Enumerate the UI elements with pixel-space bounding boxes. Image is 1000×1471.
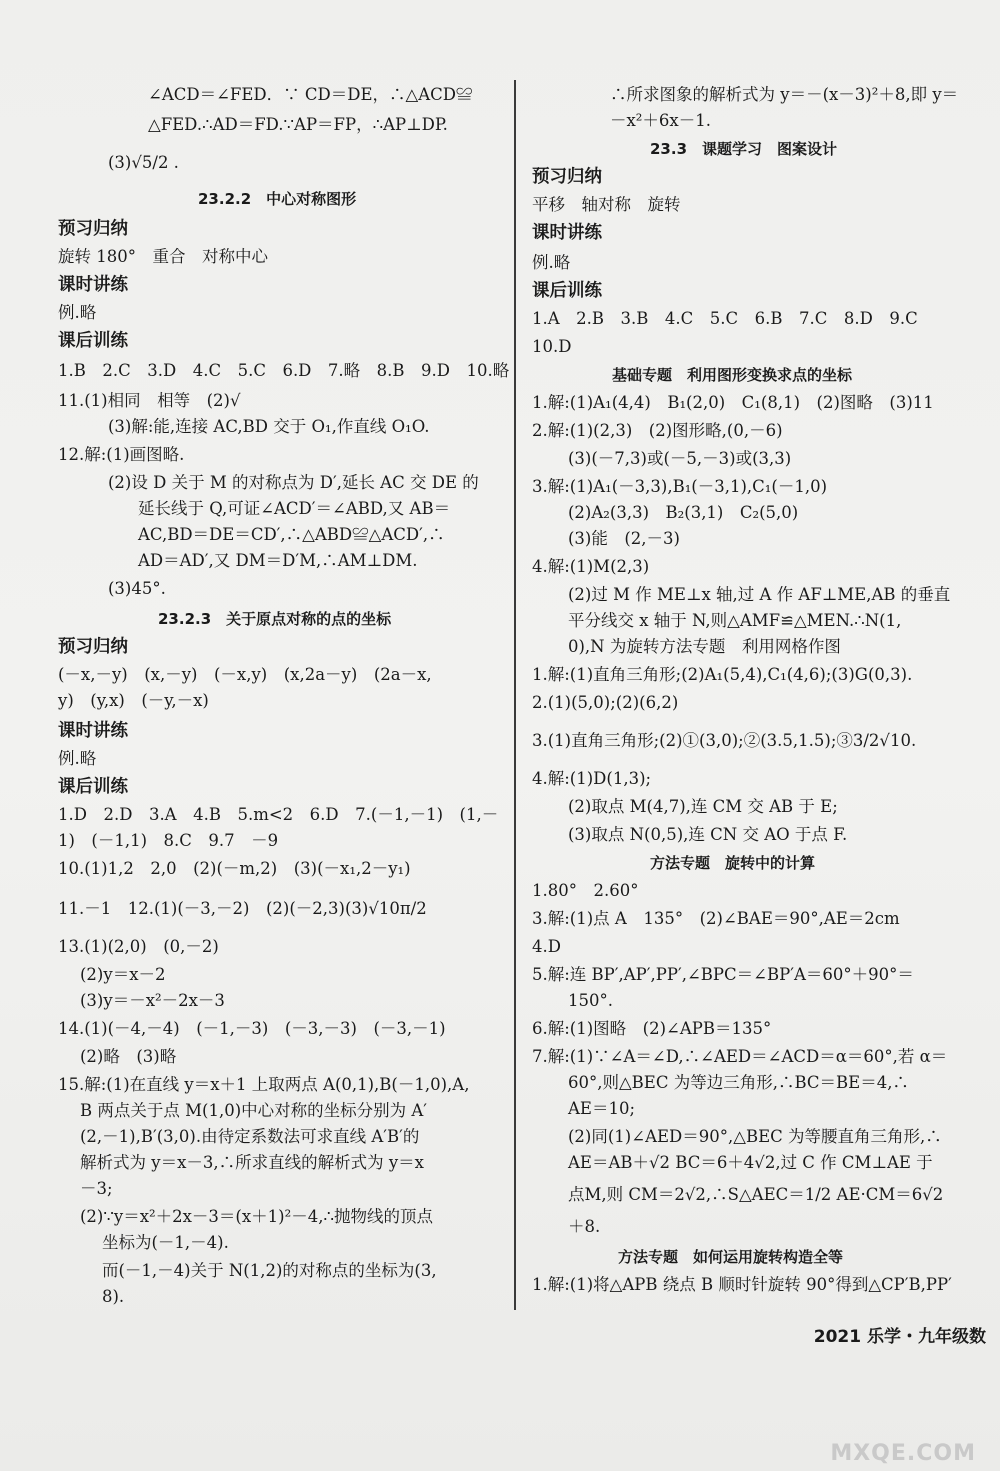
answer-line: 10.(1)1,2 2,0 (2)(－m,2) (3)(－x₁,2－y₁): [58, 859, 411, 878]
answer-line: 3.(1)直角三角形;(2)①(3,0);②(3.5,1.5);③3/2√10.: [532, 731, 917, 750]
answer-line: (3)45°.: [108, 579, 166, 598]
answer-line: 11.(1)相同 相等 (2)√: [58, 391, 241, 410]
answer-line: 例.略: [58, 303, 97, 322]
answer-line: 4.解:(1)D(1,3);: [532, 769, 652, 788]
block-heading: 课时讲练: [58, 721, 128, 741]
answer-line: 点M,则 CM＝2√2,∴S△AEC＝1/2 AE·CM＝6√2: [568, 1185, 944, 1204]
section-title: 23.2.2 中心对称图形: [198, 190, 357, 208]
answer-line: 11.－1 12.(1)(－3,－2) (2)(－2,3)(3)√10π/2: [58, 899, 427, 918]
answer-line: 1.解:(1)A₁(4,4) B₁(2,0) C₁(8,1) (2)图略 (3)11: [532, 393, 934, 412]
block-heading: 课时讲练: [532, 223, 602, 243]
block-heading: 课时讲练: [58, 275, 128, 295]
answer-line: ∴所求图象的解析式为 y＝－(x－3)²＋8,即 y＝: [610, 85, 959, 104]
answer-line: 2.(1)(5,0);(2)(6,2): [532, 693, 679, 712]
answer-line: B 两点关于点 M(1,0)中心对称的坐标分别为 A′: [80, 1101, 428, 1120]
answer-line: 6.解:(1)图略 (2)∠APB＝135°: [532, 1019, 772, 1038]
answer-line: (2)略 (3)略: [80, 1047, 177, 1066]
block-heading: 预习归纳: [532, 167, 602, 187]
footer-label: 2021 乐学・九年级数: [813, 1327, 986, 1347]
answer-line: (－x,－y) (x,－y) (－x,y) (x,2a－y) (2a－x,: [58, 665, 432, 684]
answer-line: y) (y,x) (－y,－x): [58, 691, 209, 710]
answer-line: 14.(1)(－4,－4) (－1,－3) (－3,－3) (－3,－1): [58, 1019, 446, 1038]
answer-line: 3.解:(1)点 A 135° (2)∠BAE＝90°,AE＝2cm: [532, 909, 900, 928]
answer-line: 1) (－1,1) 8.C 9.7 －9: [58, 831, 279, 850]
answer-line: 平分线交 x 轴于 N,则△AMF≌△MEN.∴N(1,: [568, 611, 902, 630]
answer-line: 1.80° 2.60°: [532, 881, 639, 900]
answer-line: (2)y＝x－2: [80, 965, 166, 984]
answer-line: 8).: [102, 1287, 125, 1306]
answer-line: 1.A 2.B 3.B 4.C 5.C 6.B 7.C 8.D 9.C: [532, 309, 918, 328]
answer-line: (2)过 M 作 ME⊥x 轴,过 A 作 AF⊥ME,AB 的垂直: [568, 585, 951, 604]
block-heading: 预习归纳: [58, 637, 128, 657]
section-title: 23.3 课题学习 图案设计: [650, 140, 838, 158]
answer-line: ＋8.: [568, 1217, 601, 1236]
block-heading: 课后训练: [532, 281, 602, 301]
answer-line: 1.B 2.C 3.D 4.C 5.C 6.D 7.略 8.B 9.D 10.略: [58, 361, 510, 380]
answer-line: 1.D 2.D 3.A 4.B 5.m<2 6.D 7.(－1,－1) (1,－: [58, 805, 499, 824]
answer-line: AE＝10;: [568, 1099, 636, 1118]
answer-line: AE＝AB＋√2 BC＝6＋4√2,过 C 作 CM⊥AE 于: [568, 1153, 933, 1172]
answer-line: 而(－1,－4)关于 N(1,2)的对称点的坐标为(3,: [102, 1261, 437, 1280]
answer-line: (2)取点 M(4,7),连 CM 交 AB 于 E;: [568, 797, 838, 816]
section-title: 方法专题 旋转中的计算: [650, 854, 816, 872]
block-heading: 课后训练: [58, 331, 128, 351]
answer-line: 解析式为 y＝x－3,∴所求直线的解析式为 y＝x: [80, 1153, 424, 1172]
block-heading: 课后训练: [58, 777, 128, 797]
answer-line: 1.解:(1)将△APB 绕点 B 顺时针旋转 90°得到△CP′B,PP′: [532, 1275, 952, 1294]
answer-line: 2.解:(1)(2,3) (2)图形略,(0,－6): [532, 421, 783, 440]
section-title: 方法专题 如何运用旋转构造全等: [618, 1248, 844, 1266]
section-title: 基础专题 利用图形变换求点的坐标: [612, 366, 853, 384]
answer-line: (2)同(1)∠AED＝90°,△BEC 为等腰直角三角形,∴: [568, 1127, 942, 1146]
column-divider: [514, 80, 516, 1310]
block-heading: 预习归纳: [58, 219, 128, 239]
answer-line: AC,BD＝DE＝CD′,∴△ABD≌△ACD′,∴: [138, 525, 445, 544]
answer-line: 延长线于 Q,可证∠ACD′＝∠ABD,又 AB＝: [138, 499, 451, 518]
answer-line: 12.解:(1)画图略.: [58, 445, 185, 464]
answer-line: (2,－1),B′(3,0).由待定系数法可求直线 A′B′的: [80, 1127, 420, 1146]
answer-line: 5.解:连 BP′,AP′,PP′,∠BPC＝∠BP′A＝60°＋90°＝: [532, 965, 914, 984]
answer-line: 旋转 180° 重合 对称中心: [58, 247, 268, 266]
answer-line: 3.解:(1)A₁(－3,3),B₁(－3,1),C₁(－1,0): [532, 477, 828, 496]
answer-line: －3;: [80, 1179, 113, 1198]
answer-line: 60°,则△BEC 为等边三角形,∴BC＝BE＝4,∴: [568, 1073, 909, 1092]
answer-line: 10.D: [532, 337, 572, 356]
answer-line: 平移 轴对称 旋转: [532, 195, 681, 214]
answer-line: 4.D: [532, 937, 561, 956]
answer-line: －x²＋6x－1.: [610, 111, 711, 130]
answer-line: 7.解:(1)∵∠A＝∠D,∴∠AED＝∠ACD＝α＝60°,若 α＝: [532, 1047, 948, 1066]
answer-line: 4.解:(1)M(2,3): [532, 557, 650, 576]
answer-line: (2)A₂(3,3) B₂(3,1) C₂(5,0): [568, 503, 799, 522]
answer-line: 150°.: [568, 991, 613, 1010]
answer-line: 15.解:(1)在直线 y＝x＋1 上取两点 A(0,1),B(－1,0),A,: [58, 1075, 470, 1094]
answer-line: AD＝AD′,又 DM＝D′M,∴AM⊥DM.: [138, 551, 418, 570]
answer-line: (3)能 (2,－3): [568, 529, 680, 548]
answer-line: ∠ACD＝∠FED．∵ CD＝DE，∴△ACD≌: [148, 85, 473, 104]
answer-line: 13.(1)(2,0) (0,－2): [58, 937, 219, 956]
answer-line: 例.略: [58, 749, 97, 768]
answer-line: (3)√5/2 .: [108, 153, 179, 172]
answer-line: (2)设 D 关于 M 的对称点为 D′,延长 AC 交 DE 的: [108, 473, 479, 492]
answer-line: 0),N 为旋转方法专题 利用网格作图: [568, 637, 841, 656]
answer-line: (2)∵y＝x²＋2x－3＝(x＋1)²－4,∴抛物线的顶点: [80, 1207, 433, 1226]
watermark-text: MXQE.COM: [830, 1441, 976, 1466]
answer-line: 1.解:(1)直角三角形;(2)A₁(5,4),C₁(4,6);(3)G(0,3).: [532, 665, 913, 684]
answer-line: 坐标为(－1,－4).: [102, 1233, 229, 1252]
answer-line: (3)(－7,3)或(－5,－3)或(3,3): [568, 449, 792, 468]
answer-line: (3)y＝－x²－2x－3: [80, 991, 225, 1010]
answer-line: (3)解:能,连接 AC,BD 交于 O₁,作直线 O₁O.: [108, 417, 430, 436]
answer-line: 例.略: [532, 253, 571, 272]
answer-line: △FED.∴AD＝FD.∵AP＝FP，∴AP⊥DP.: [148, 115, 448, 134]
section-title: 23.2.3 关于原点对称的点的坐标: [158, 610, 392, 628]
answer-line: (3)取点 N(0,5),连 CN 交 AO 于点 F.: [568, 825, 848, 844]
